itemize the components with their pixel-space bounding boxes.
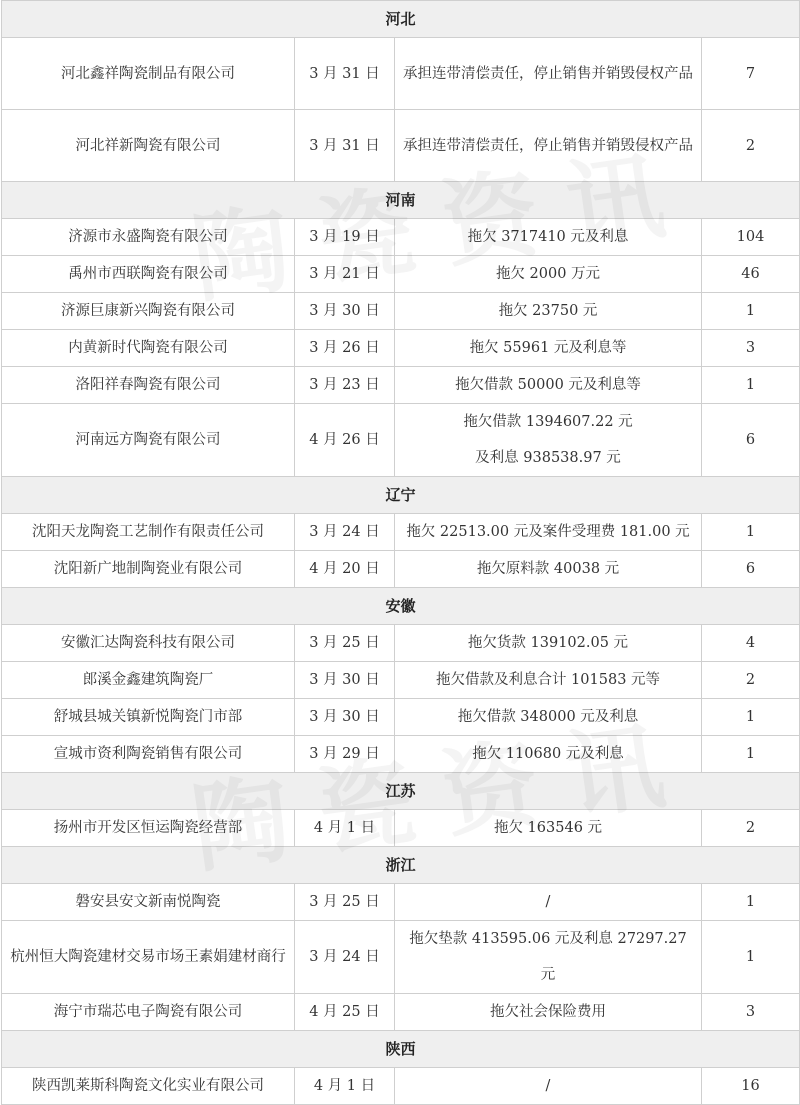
issue-cell: 拖欠 22513.00 元及案件受理费 181.00 元 [395, 514, 702, 551]
table-row [2, 625, 800, 662]
company-name-cell: 海宁市瑞芯电子陶瓷有限公司 [2, 994, 295, 1031]
filing-date-cell: 3 月 25 日 [295, 884, 395, 921]
filing-date-cell: 3 月 24 日 [295, 921, 395, 994]
issue-cell: 拖欠社会保险费用 [395, 994, 702, 1031]
region-name: 浙江 [2, 847, 800, 884]
table-row [2, 994, 800, 1031]
case-count-cell: 2 [702, 662, 800, 699]
company-name-cell: 陕西凯莱斯科陶瓷文化实业有限公司 [2, 1068, 295, 1105]
issue-cell: / [395, 884, 702, 921]
filing-date-cell: 3 月 26 日 [295, 330, 395, 367]
issue-cell: 拖欠 110680 元及利息 [395, 736, 702, 773]
company-name-cell: 河北祥新陶瓷有限公司 [2, 110, 295, 182]
case-count-cell: 104 [702, 219, 800, 256]
company-name-cell: 宣城市资利陶瓷销售有限公司 [2, 736, 295, 773]
issue-cell: 拖欠货款 139102.05 元 [395, 625, 702, 662]
table-row [2, 662, 800, 699]
filing-date-cell: 3 月 30 日 [295, 662, 395, 699]
issue-cell: 拖欠借款 348000 元及利息 [395, 699, 702, 736]
filing-date-cell: 3 月 31 日 [295, 110, 395, 182]
case-count-cell: 1 [702, 514, 800, 551]
company-name-cell: 安徽汇达陶瓷科技有限公司 [2, 625, 295, 662]
issue-cell: 拖欠 55961 元及利息等 [395, 330, 702, 367]
table-row [2, 367, 800, 404]
case-count-cell: 2 [702, 810, 800, 847]
court-records-table [1, 0, 800, 1105]
table-row [2, 256, 800, 293]
region-name: 河北 [2, 1, 800, 38]
company-name-cell: 河北鑫祥陶瓷制品有限公司 [2, 38, 295, 110]
company-name-cell: 杭州恒大陶瓷建材交易市场王素娟建材商行 [2, 921, 295, 994]
region-name: 陕西 [2, 1031, 800, 1068]
issue-cell: 拖欠 23750 元 [395, 293, 702, 330]
region-header-row [2, 588, 800, 625]
filing-date-cell: 4 月 1 日 [295, 810, 395, 847]
issue-cell [395, 404, 702, 477]
company-name-cell: 郎溪金鑫建筑陶瓷厂 [2, 662, 295, 699]
company-name-cell: 沈阳新广地制陶瓷业有限公司 [2, 551, 295, 588]
case-count-cell: 1 [702, 293, 800, 330]
issue-cell: 承担连带清偿责任，停止销售并销毁侵权产品 [395, 38, 702, 110]
case-count-cell: 1 [702, 921, 800, 994]
region-header-row [2, 773, 800, 810]
table-row [2, 884, 800, 921]
filing-date-cell: 3 月 30 日 [295, 293, 395, 330]
issue-cell: 拖欠借款及利息合计 101583 元等 [395, 662, 702, 699]
region-header-row [2, 477, 800, 514]
table-row [2, 219, 800, 256]
case-count-cell: 1 [702, 367, 800, 404]
company-name-cell: 河南远方陶瓷有限公司 [2, 404, 295, 477]
company-name-cell: 洛阳祥春陶瓷有限公司 [2, 367, 295, 404]
issue-cell: 拖欠 163546 元 [395, 810, 702, 847]
issue-cell: / [395, 1068, 702, 1105]
case-count-cell: 6 [702, 404, 800, 477]
table-row [2, 699, 800, 736]
table-row [2, 810, 800, 847]
issue-line: 拖欠借款 1394607.22 元 [463, 414, 633, 430]
region-header-row [2, 847, 800, 884]
filing-date-cell: 4 月 26 日 [295, 404, 395, 477]
table-row [2, 110, 800, 182]
region-name: 河南 [2, 182, 800, 219]
region-header-row [2, 182, 800, 219]
table-row [2, 404, 800, 477]
case-count-cell: 3 [702, 330, 800, 367]
case-count-cell: 7 [702, 38, 800, 110]
table-row [2, 293, 800, 330]
case-count-cell: 1 [702, 884, 800, 921]
company-name-cell: 内黄新时代陶瓷有限公司 [2, 330, 295, 367]
case-count-cell: 4 [702, 625, 800, 662]
case-count-cell: 46 [702, 256, 800, 293]
company-name-cell: 扬州市开发区恒运陶瓷经营部 [2, 810, 295, 847]
issue-cell: 拖欠原料款 40038 元 [395, 551, 702, 588]
case-count-cell: 3 [702, 994, 800, 1031]
issue-cell: 承担连带清偿责任，停止销售并销毁侵权产品 [395, 110, 702, 182]
company-name-cell: 禹州市西联陶瓷有限公司 [2, 256, 295, 293]
filing-date-cell: 3 月 25 日 [295, 625, 395, 662]
table-row [2, 736, 800, 773]
filing-date-cell: 3 月 24 日 [295, 514, 395, 551]
issue-cell: 拖欠借款 50000 元及利息等 [395, 367, 702, 404]
issue-line: 及利息 938538.97 元 [475, 450, 621, 466]
region-header-row [2, 1031, 800, 1068]
filing-date-cell: 3 月 23 日 [295, 367, 395, 404]
case-count-cell: 2 [702, 110, 800, 182]
region-name: 辽宁 [2, 477, 800, 514]
table-row [2, 38, 800, 110]
company-name-cell: 济源巨康新兴陶瓷有限公司 [2, 293, 295, 330]
company-name-cell: 磐安县安文新南悦陶瓷 [2, 884, 295, 921]
filing-date-cell: 4 月 20 日 [295, 551, 395, 588]
table-row [2, 330, 800, 367]
region-header-row [2, 1, 800, 38]
case-count-cell: 1 [702, 699, 800, 736]
filing-date-cell: 3 月 21 日 [295, 256, 395, 293]
case-count-cell: 6 [702, 551, 800, 588]
issue-cell: 拖欠 2000 万元 [395, 256, 702, 293]
region-name: 江苏 [2, 773, 800, 810]
table-row [2, 921, 800, 994]
company-name-cell: 沈阳天龙陶瓷工艺制作有限责任公司 [2, 514, 295, 551]
case-count-cell: 1 [702, 736, 800, 773]
filing-date-cell: 4 月 1 日 [295, 1068, 395, 1105]
table-row [2, 1068, 800, 1105]
filing-date-cell: 3 月 19 日 [295, 219, 395, 256]
table-row [2, 551, 800, 588]
filing-date-cell: 3 月 31 日 [295, 38, 395, 110]
table-row [2, 514, 800, 551]
issue-cell: 拖欠垫款 413595.06 元及利息 27297.27 元 [395, 921, 702, 994]
issue-cell: 拖欠 3717410 元及利息 [395, 219, 702, 256]
company-name-cell: 济源市永盛陶瓷有限公司 [2, 219, 295, 256]
filing-date-cell: 4 月 25 日 [295, 994, 395, 1031]
company-name-cell: 舒城县城关镇新悦陶瓷门市部 [2, 699, 295, 736]
case-count-cell: 16 [702, 1068, 800, 1105]
filing-date-cell: 3 月 30 日 [295, 699, 395, 736]
filing-date-cell: 3 月 29 日 [295, 736, 395, 773]
region-name: 安徽 [2, 588, 800, 625]
